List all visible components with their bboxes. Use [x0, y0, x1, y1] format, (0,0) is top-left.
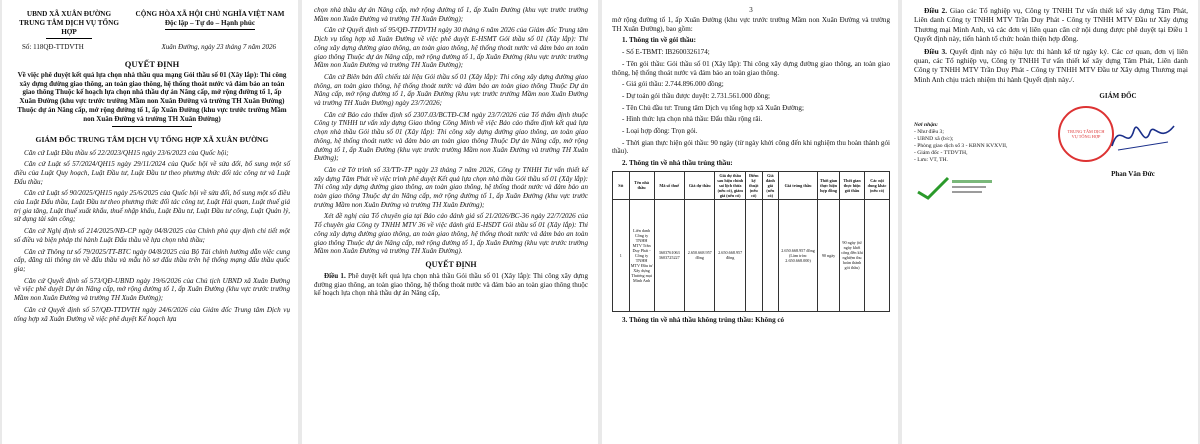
cell-contract-time: 90 ngày [817, 199, 839, 311]
legal-basis-paragraph: Căn cứ Tờ trình số 33/TTr-TP ngày 23 tháng 7 năm 2026, Công ty TNHH Tư vấn thiết kế xây dựng Tâm Phát về việc trình phê duyệt Kết quả lựa chọn nhà thầu Gói thầu số 01 (Xây lắp): Thi công xây dựng đường giao thông, an toàn giao thông, hệ thống thoát nước và đảm bảo an toàn giao thông Thuộc dự án Nâng cấp, mở rộng đường tổ 1, ấp Xuân Đường (khu vực trước trường Mầm non Xuân Đường và trường TH Xuân Đường); [314, 165, 588, 209]
document-page-1 [2, 0, 298, 444]
legal-basis-paragraph: Căn cứ Biên bản đối chiếu tài liệu Gói thầu số 01 (Xây lắp): Thi công xây dựng đường giao thông, an toàn giao thông, hệ thống thoát nước và đảm bảo an toàn giao thông Thuộc Dự án Nâng cấp, mở rộng đường tổ 1, ấp Xuân Đường (khu vực trước trường Mầm non Xuân Đường và trường TH Xuân Đường) ngày 23/7/2026; [314, 72, 588, 108]
article-2-text: Giao các Tổ nghiệp vụ, Công ty TNHH Tư vấn thiết kế xây dựng Tâm Phát, Liên danh Công ty TNHH MTV Trần Duy Phát - Công ty TNHH MTV Đầu tư Xây dựng Thương mại Minh Anh, và các đơn vị liên quan căn cứ nội dung được phê duyệt tại Điều 1 Quyết định này, tiến hành tổ chức hoàn thiện hợp đồng. [914, 6, 1188, 44]
decision-number: Số: 118QĐ-TTDVTH [22, 43, 84, 51]
cell-tech-score [745, 199, 762, 311]
section-package-info: 1. Thông tin về gói thầu: [622, 36, 696, 45]
cell-stt: 1 [613, 199, 630, 311]
document-type: QUYẾT ĐỊNH [124, 59, 180, 69]
page-number: 3 [749, 6, 753, 14]
article-2-label: Điều 2. [924, 6, 948, 15]
section-winning-bidder: 2. Thông tin về nhà thầu trúng thầu: [622, 159, 733, 168]
digital-signature-icon [914, 174, 994, 202]
seal-text: TRUNG TÂM DỊCH VỤ TỔNG HỢP [1067, 129, 1105, 140]
issuing-organization [14, 10, 124, 39]
table-header-row [613, 171, 890, 199]
recipient-item: - UBND xã (b/c); [914, 136, 954, 143]
article-1-continued: mở rộng đường tổ 1, ấp Xuân Đường (khu vực trước trường Mầm non Xuân Đường và trường TH Xuân Đường), bao gồm: [612, 16, 890, 33]
column-header: Các nội dung khác (nếu có) [865, 171, 890, 199]
document-page-3 [602, 0, 898, 444]
column-header: Giá dự thầu [685, 171, 715, 199]
package-info-item: - Số E-TBMT: IB2600326174; [622, 48, 710, 57]
official-seal [1058, 106, 1114, 162]
document-subject-project: Thuộc dự án Nâng cấp, mở rộng đường tổ 1, ấp Xuân Đường (khu vực trước trường Mầm non Xuân Đường và trường TH Xuân Đường) [17, 106, 287, 123]
country-name: CỘNG HÒA XÃ HỘI CHỦ NGHĨA VIỆT NAM [135, 10, 285, 18]
package-info-item: - Tên gói thầu: Gói thầu số 01 (Xây lắp): Thi công xây dựng đường giao thông, an toàn giao thông, hệ thống thoát nước và đảm bảo an toàn giao thông. [612, 59, 890, 77]
cell-other [865, 199, 890, 311]
article-3-label: Điều 3. [924, 46, 948, 56]
document-header [14, 10, 290, 39]
legal-basis-paragraph: Căn cứ Luật số 57/2024/QH15 ngày 29/11/2024 của Quốc hội về sửa đổi, bổ sung một số điều của Luật Quy hoạch, Luật Đầu tư, Luật Đầu tư theo phương thức đối tác công tư và Luật Đấu thầu; [14, 160, 290, 186]
column-header: Tên nhà thầu [629, 171, 654, 199]
cell-exec-time: 90 ngày (từ ngày khởi công đến khi nghiệm thu hoàn thành gói thầu) [840, 199, 865, 311]
signer-title: GIÁM ĐỐC [1099, 92, 1137, 101]
legal-basis-paragraph: Căn cứ Quyết định số 95/QĐ-TTDVTH ngày 30 tháng 6 năm 2026 của Giám đốc Trung tâm Dịch vụ tổng hợp xã Xuân Đường về việc phê duyệt E-HSMT Gói thầu số 01 (Xây lắp): Thi công xây dựng đường giao thông, an toàn giao thông, hệ thống thoát nước và đảm bảo an toàn giao thông Thuộc dự án Nâng cấp, mở rộng đường tổ 1, ấp Xuân Đường (khu vực trước trường Mầm non Xuân Đường và trường TH Xuân Đường); [314, 26, 588, 70]
package-info-item: - Giá gói thầu: 2.744.896.000 đồng; [622, 80, 724, 89]
legal-basis-paragraph: Căn cứ Báo cáo thẩm định số 2307.03/BCTĐ-CM ngày 23/7/2026 của Tổ thẩm định thuộc Công ty TNHH tư vấn xây dựng Giao thông Công Minh về việc Báo cáo thẩm định kết quả lựa chọn nhà thầu Gói thầu số 01 (Xây lắp): Thi công xây dựng đường giao thông, an toàn giao thông, hệ thống thoát nước và đảm bảo an toàn giao thông Thuộc Dự án Nâng cấp, mở rộng đường tổ 1, ấp Xuân Đường (khu vực trước trường Mầm non Xuân Đường và trường TH Xuân Đường); [314, 110, 588, 163]
signer-name: Phan Văn Đức [1111, 170, 1155, 179]
cell-tax-code: 3603761063 3603725227 [654, 199, 684, 311]
section-losing-bidders: 3. Thông tin về nhà thầu không trúng thầu: Không có [622, 315, 785, 324]
article-3 [914, 47, 1188, 85]
recipients-title: Nơi nhận: [914, 122, 938, 129]
cell-bid-price: 2.650.668.957 đồng [685, 199, 715, 311]
legal-basis-paragraph: Căn cứ Thông tư số 79/2025/TT-BTC ngày 04/8/2025 của Bộ Tài chính hướng dẫn việc cung cấp, đăng tải thông tin về đấu thầu và mẫu hồ sơ đấu thầu trên hệ thống mạng đấu thầu quốc gia; [14, 247, 290, 273]
legal-basis-paragraph: Xét đề nghị của Tổ chuyên gia tại Báo cáo đánh giá số 21/2026/BC-36 ngày 22/7/2026 của Tổ chuyên gia Công ty TNHH MTV 36 về việc đánh giá E-HSDT Gói thầu số 01 (Xây lắp): Thi công xây dựng đường giao thông, an toàn giao thông, hệ thống thoát nước và đảm bảo an toàn giao thông Thuộc dự án Nâng cấp, mở rộng đường tổ 1, ấp Xuân Đường (khu vực trước trường Mầm non Xuân Đường và trường TH Xuân Đường). [314, 212, 588, 256]
column-header: Stt [613, 171, 630, 199]
legal-basis-paragraph: Căn cứ Luật số 90/2025/QH15 ngày 25/6/2025 của Quốc hội về sửa đổi, bổ sung một số điều của Luật Đấu thầu, Luật Đầu tư theo phương thức đối tác công tư, Luật Hải quan, Luật thuế giá trị gia tăng, Luật thuế xuất khẩu, thuế nhập khẩu, Luật Đầu tư, Luật Đầu tư công, Luật Quản lý, sử dụng tài sản công; [14, 189, 290, 224]
signer-block [1048, 92, 1188, 202]
org-name: TRUNG TÂM DỊCH VỤ TỔNG HỢP [19, 19, 119, 36]
legal-basis-paragraph: Căn cứ Luật Đầu thầu số 22/2023/QH15 ngày 23/6/2023 của Quốc hội; [24, 148, 229, 157]
article-2 [914, 6, 1188, 44]
recipients-list [914, 122, 1034, 202]
cell-adjusted-price: 2.650.668.957 đồng [715, 199, 745, 311]
recipient-item: - Lưu: VT, TH. [914, 157, 948, 164]
column-header: Thời gian thực hiện gói thầu [840, 171, 865, 199]
recipient-item: - Phòng giao dịch số 3 - KBNN KVXVII, [914, 143, 1008, 150]
package-info-item: - Tên Chủ đầu tư: Trung tâm Dịch vụ tổng hợp xã Xuân Đường; [622, 103, 804, 112]
recipient-item: - Như điều 3; [914, 129, 944, 136]
winning-bidder-table [612, 171, 890, 312]
article-1-label: Điều 1. [324, 271, 346, 280]
document-subject: Về việc phê duyệt kết quả lựa chọn nhà thầu qua mạng Gói thầu số 01 (Xây lắp): Thi công xây dựng đường giao thông, an toàn giao thông, hệ thống thoát nước và đảm bảo an toàn giao thông Thuộc kế hoạch lựa chọn nhà thầu dự án Nâng cấp, mở rộng đường tổ 1, ấp Xuân Đường (khu vực trước trường Mầm non Xuân Đường và trường TH Xuân Đường) [17, 71, 287, 105]
article-3-text: Quyết định này có hiệu lực thi hành kể từ ngày ký. Các cơ quan, đơn vị liên quan, các Tổ nghiệp vụ, Công ty TNHH Tư vấn thiết kế xây dựng Tâm Phát, Liên danh Công ty TNHH MTV Trần Duy Phát - Công ty TNHH MTV Đầu tư Xây dựng Thương mại Minh Anh chịu trách nhiệm thi hành Quyết định này./. [914, 46, 1188, 84]
recipient-item: - Giám đốc - TTDVTH, [914, 150, 968, 157]
legal-basis-paragraph: Căn cứ Quyết định số 57/QĐ-TTDVTH ngày 24/6/2026 của Giám đốc Trung tâm Dịch vụ tổng hợp xã Xuân Đường về việc phê duyệt Kế hoạch lựa [14, 305, 290, 323]
column-header: Giá trúng thầu [779, 171, 818, 199]
cell-bidder-name: Liên danh Công ty TNHH MTV Trần Duy Phát - Công ty TNHH MTV Đầu tư Xây dựng Thương mại Minh Anh [629, 199, 654, 311]
document-page-2 [302, 0, 598, 444]
column-header: Mã số thuế [654, 171, 684, 199]
article-1-text: Phê duyệt kết quả lựa chọn nhà thầu Gói thầu số 01 (Xây lắp): Thi công xây dựng đường giao thông, an toàn giao thông, hệ thống thoát nước và đảm bảo an toàn giao thông thuộc kế hoạch lựa chọn nhà thầu dự án Nâng cấp, [314, 271, 588, 298]
table-row [613, 199, 890, 311]
column-header: Giá dự thầu sau hiệu chỉnh sai lệch thừa (nếu có), giảm giá (nếu có) [715, 171, 745, 199]
handwritten-signature [1108, 116, 1178, 156]
article-1 [314, 272, 588, 298]
legal-basis-paragraph: Căn cứ Quyết định số 573/QĐ-UBND ngày 19/6/2026 của Chủ tịch UBND xã Xuân Đường về việc phê duyệt Dự án Nâng cấp, mở rộng đường tổ 1, ấp Xuân Đường (khu vực trước trường Mầm non Xuân Đường và trường TH Xuân Đường); [14, 276, 290, 303]
package-info-item: - Hình thức lựa chọn nhà thầu: Đấu thầu rộng rãi. [622, 115, 763, 124]
package-info-item: - Thời gian thực hiện gói thầu: 90 ngày (từ ngày khởi công đến khi nghiệm thu hoàn thành gói thầu). [612, 138, 890, 156]
package-info-item: - Dự toán gói thầu được duyệt: 2.731.561.000 đồng; [622, 91, 770, 100]
cell-award-price: 2.650.668.957 đồng (Làm tròn: 2.650.668.000) [779, 199, 818, 311]
package-info-item: - Loại hợp đồng: Trọn gói. [622, 127, 698, 136]
national-motto [130, 10, 290, 39]
column-header: Điểm kỹ thuật (nếu có) [745, 171, 762, 199]
motto: Độc lập – Tự do – Hạnh phúc [164, 19, 256, 27]
column-header: Thời gian thực hiện hợp đồng [817, 171, 839, 199]
issuing-authority: GIÁM ĐỐC TRUNG TÂM DỊCH VỤ TỔNG HỢP XÃ XUÂN ĐƯỜNG [35, 134, 269, 144]
digital-signature-mark [914, 174, 994, 202]
document-page-4 [902, 0, 1198, 444]
cell-eval-price [762, 199, 779, 311]
signature-block [914, 92, 1188, 202]
column-header: Giá đánh giá (nếu có) [762, 171, 779, 199]
issue-date: Xuân Đường, ngày 23 tháng 7 năm 2026 [161, 43, 276, 51]
org-parent: UBND XÃ XUÂN ĐƯỜNG [26, 10, 112, 18]
decision-heading: QUYẾT ĐỊNH [425, 259, 477, 269]
legal-basis-paragraph: chọn nhà thầu dự án Nâng cấp, mở rộng đường tổ 1, ấp Xuân Đường (khu vực trước trường Mầm non Xuân Đường và trường TH Xuân Đường); [314, 6, 588, 23]
legal-basis-paragraph: Căn cứ Nghị định số 214/2025/NĐ-CP ngày 04/8/2025 của Chính phủ quy định chi tiết một số điều và biện pháp thi hành Luật Đấu thầu về lựa chọn nhà thầu; [14, 227, 290, 244]
